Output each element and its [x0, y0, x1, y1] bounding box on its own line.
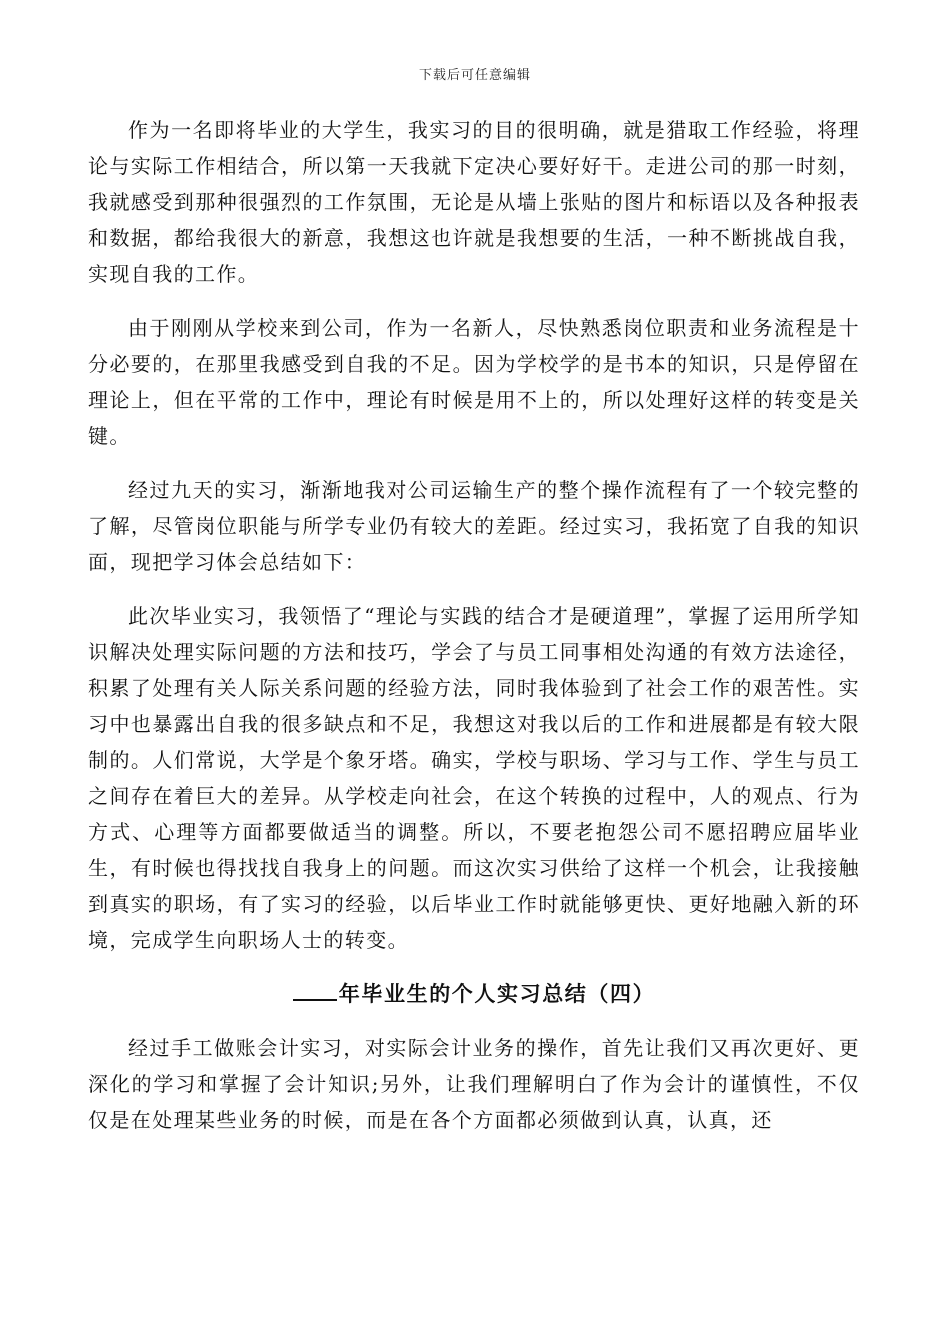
year-blank-line	[293, 977, 337, 1001]
page-header: 下载后可任意编辑	[418, 68, 531, 83]
paragraph-2: 由于刚刚从学校来到公司，作为一名新人，尽快熟悉岗位职责和业务流程是十分必要的，在那里我感受到自我的不足。因为学校学的是书本的知识，只是停留在理论上，但在平常的工作中，理论有时候是用不上的，所以处理好这样的转变是关键。	[88, 316, 860, 448]
section-heading	[88, 976, 860, 1012]
document-body	[88, 112, 860, 1138]
paragraph-4: 此次毕业实习，我领悟了“理论与实践的结合才是硬道理”，掌握了运用所学知识解决处理实际问题的方法和技巧，学会了与员工同事相处沟通的有效方法途径，积累了处理有关人际关系问题的经验方法，同时我体验到了社会工作的艰苦性。实习中也暴露出自我的很多缺点和不足，我想这对我以后的工作和进展都是有较大限制的。人们常说，大学是个象牙塔。确实，学校与职场、学习与工作、学生与员工之间存在着巨大的差异。从学校走向社会，在这个转换的过程中，人的观点、行为方式、心理等方面都要做适当的调整。所以，不要老抱怨公司不愿招聘应届毕业生，有时候也得找找自我身上的问题。而这次实习供给了这样一个机会，让我接触到真实的职场，有了实习的经验，以后毕业工作时就能够更快、更好地融入新的环境，完成学生向职场人士的转变。	[88, 604, 860, 952]
paragraph-1: 作为一名即将毕业的大学生，我实习的目的很明确，就是猎取工作经验，将理论与实际工作相结合，所以第一天我就下定决心要好好干。走进公司的那一时刻，我就感受到那种很强烈的工作氛围，无论是从墙上张贴的图片和标语以及各种报表和数据，都给我很大的新意，我想这也许就是我想要的生活，一种不断挑战自我，实现自我的工作。	[88, 118, 860, 286]
section-heading-text: 年毕业生的个人实习总结（四）	[338, 981, 656, 1006]
paragraph-3: 经过九天的实习，渐渐地我对公司运输生产的整个操作流程有了一个较完整的了解，尽管岗位职能与所学专业仍有较大的差距。经过实习，我拓宽了自我的知识面，现把学习体会总结如下：	[88, 478, 860, 574]
paragraph-5: 经过手工做账会计实习，对实际会计业务的操作，首先让我们又再次更好、更深化的学习和掌握了会计知识;另外，让我们理解明白了作为会计的谨慎性，不仅仅是在处理某些业务的时候，而是在各个方面都必须做到认真，认真，还	[88, 1036, 860, 1132]
